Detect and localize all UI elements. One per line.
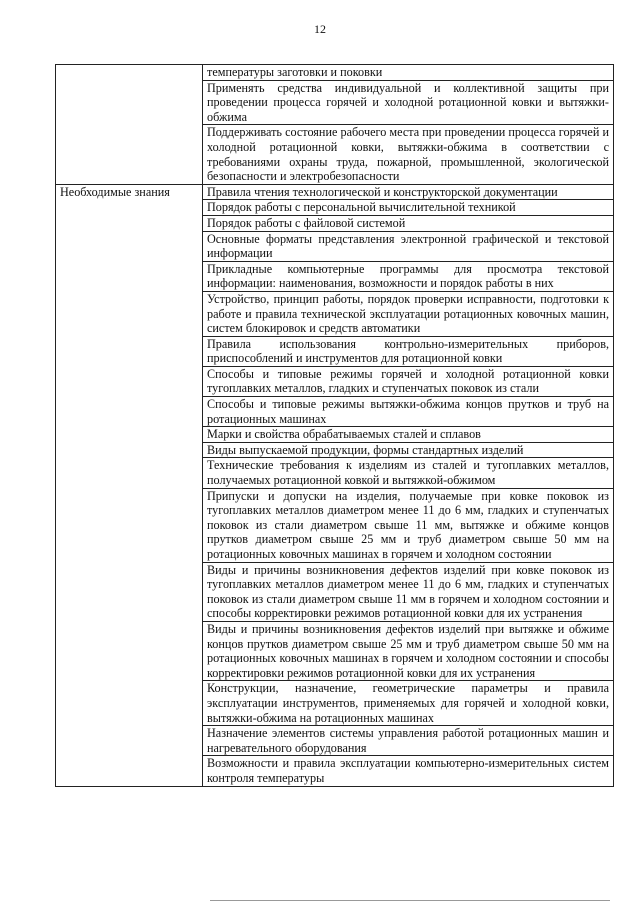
qualification-table: [55, 64, 614, 787]
cell-text: Порядок работы с персональной вычислительной техникой: [207, 200, 516, 215]
cell-text: Виды и причины возникновения дефектов изделий при ковке поковок из тугоплавких металлов диаметром менее 11 до 6 мм, гладких и ступенчатых поковок из стали диаметром свыше 11 мм в горячем и холодном состоянии и способы корректировки режимов ротационной ковки для их устранения: [207, 562, 609, 621]
page-bottom-rule: [210, 900, 610, 901]
cell-text: Виды и причины возникновения дефектов изделий при вытяжке и обжиме концов прутков диаметром свыше 25 мм и труб диаметром свыше 50 мм на ротационных ковочных машинах в горячем и холодном состоянии и способы корректировки режимов ротационной ковки для их устранения: [207, 621, 609, 680]
table-cell: [203, 681, 614, 726]
cell-text: Способы и типовые режимы вытяжки-обжима концов прутков и труб на ротационных машинах: [207, 397, 609, 426]
cell-text: Способы и типовые режимы горячей и холодной ротационной ковки тугоплавких металлов, гладких и ступенчатых поковок из стали: [207, 366, 609, 396]
table-cell: [203, 336, 614, 366]
table-cell: [203, 80, 614, 125]
table-cell: [203, 366, 614, 396]
table-cell: [203, 291, 614, 336]
cell-text: Технические требования к изделиям из сталей и тугоплавких металлов, получаемых ротационной ковкой и вытяжкой-обжимом: [207, 458, 609, 488]
table-cell: [203, 621, 614, 680]
table-row: [56, 65, 614, 81]
cell-text: Марки и свойства обрабатываемых сталей и сплавов: [207, 427, 481, 442]
cell-text: Прикладные компьютерные программы для просмотра текстовой информации: наименования, возможности и порядок работы в них: [207, 261, 609, 291]
cell-text: температуры заготовки и поковки: [207, 65, 383, 79]
table-cell: [203, 200, 614, 216]
cell-text: Назначение элементов системы управления работой ротационных машин и нагревательного оборудования: [207, 726, 609, 755]
table-cell: [203, 215, 614, 231]
cell-text: Применять средства индивидуальной и коллективной защиты при проведении процесса горячей и холодной ротационной ковки и вытяжки-обжима: [207, 80, 609, 124]
table-cell: [203, 427, 614, 443]
row-label-cell: [56, 184, 203, 786]
cell-text: Устройство, принцип работы, порядок проверки исправности, подготовки к работе и правила технической эксплуатации ротационных ковочных машин, систем блокировок и средств автоматики: [207, 291, 609, 336]
table-cell: [203, 726, 614, 756]
cell-text: Поддерживать состояние рабочего места при проведении процесса горячей и холодной ротационной ковки, вытяжки-обжима в соответствии с требованиями охраны труда, пожарной, промышленной, экологической безопасности и электробезопасности: [207, 125, 609, 184]
cell-text: Припуски и допуски на изделия, получаемые при ковке поковок из тугоплавких металлов диаметром менее 11 до 6 мм, гладких и ступенчатых поковок из стали диаметром свыше 11 мм, вытяжке и обжиме концов прутков диаметром свыше 25 мм и труб диаметром свыше 50 мм на ротационных ковочных машинах в горячем и холодном состоянии: [207, 488, 609, 561]
table-row: [56, 184, 614, 200]
cell-text: Конструкции, назначение, геометрические параметры и правила эксплуатации инструментов, применяемых для горячей и холодной ковки, вытяжки-обжима на ротационных машинах: [207, 681, 609, 725]
table-cell: [203, 231, 614, 261]
row-label-cell: [56, 65, 203, 185]
cell-text: Основные форматы представления электронной графической и текстовой информации: [207, 231, 609, 261]
table-cell: [203, 756, 614, 786]
table-cell: [203, 488, 614, 562]
cell-text: Порядок работы с файловой системой: [207, 215, 406, 230]
cell-text: Правила использования контрольно-измерительных приборов, приспособлений и инструментов для ротационной ковки: [207, 336, 609, 366]
table-cell: [203, 65, 614, 81]
table-cell: [203, 562, 614, 621]
cell-text: Возможности и правила эксплуатации компьютерно-измерительных систем контроля температуры: [207, 756, 609, 785]
cell-text: Правила чтения технологической и конструкторской документации: [207, 184, 558, 199]
table-cell: [203, 184, 614, 200]
page-number: 12: [314, 22, 326, 36]
table-cell: [203, 397, 614, 427]
table-cell: [203, 125, 614, 184]
table-cell: [203, 458, 614, 488]
table-cell: [203, 442, 614, 458]
cell-text: Виды выпускаемой продукции, формы стандартных изделий: [207, 442, 524, 457]
row-label: Необходимые знания: [60, 184, 170, 199]
table-cell: [203, 261, 614, 291]
